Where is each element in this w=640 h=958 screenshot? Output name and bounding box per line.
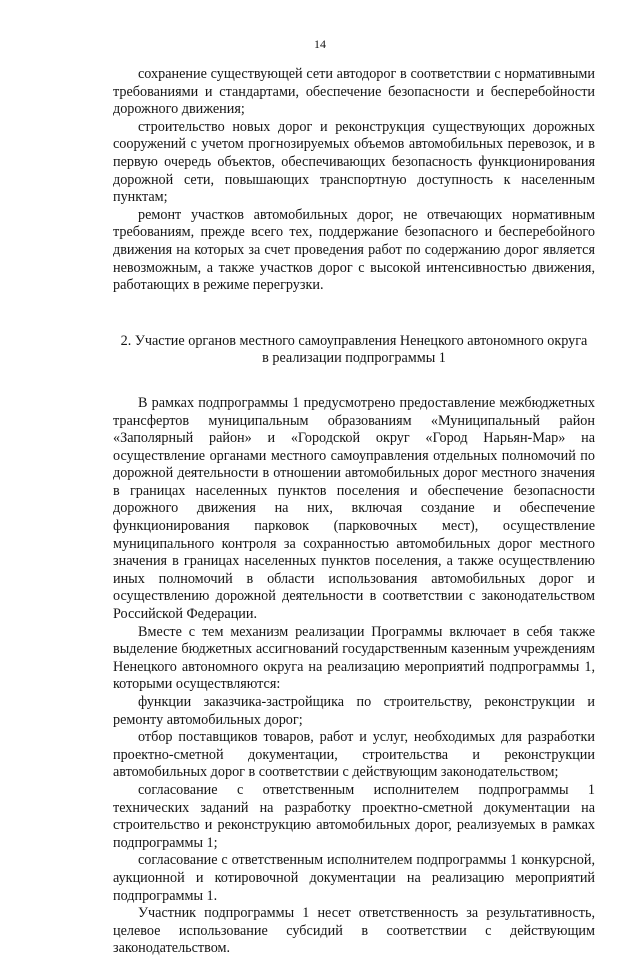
paragraph-program-mechanism: Вместе с тем механизм реализации Программы включает в себя также выделение бюджетных ассигнований государственным казенным учреждениям Ненецкого автономного округа на реализацию мероприятий подпрограммы 1, которыми осуществляются: xyxy=(113,623,595,693)
paragraph-road-network-preservation: сохранение существующей сети автодорог в соответствии с нормативными требованиями и стандартами, обеспечение безопасности и бесперебойности дорожного движения; xyxy=(113,66,595,118)
paragraph-road-repair: ремонт участков автомобильных дорог, не отвечающих нормативным требованиям, прежде всего тех, поддержание безопасного и бесперебойного движения на которых за счет проведения работ по содержанию дорог является невозможным, а также участков дорог с высокой интенсивностью движения, работающих в режиме перегрузки. xyxy=(113,206,595,294)
list-item-customer-functions: функции заказчика-застройщика по строительству, реконструкции и ремонту автомобильных дорог; xyxy=(113,694,595,728)
list-item-supplier-selection: отбор поставщиков товаров, работ и услуг, необходимых для разработки проектно-сметной документации, строительства и реконструкции автомобильных дорог в соответствии с действующим законодательством; xyxy=(113,729,595,781)
document-body xyxy=(113,66,595,958)
paragraph-interbudget-transfers: В рамках подпрограммы 1 предусмотрено предоставление межбюджетных трансфертов муниципальным образованиям «Муниципальный район «Заполярный район» и «Городской округ «Город Нарьян-Мар» на осуществление органами местного самоуправления отдельных полномочий по дорожной деятельности в отношении автомобильных дорог местного значения в границах населенных пунктов поселения и обеспечение безопасности дорожного движения на них, включая создание и обеспечение функционирования парковок (парковочных мест), осуществление муниципального контроля за сохранностью автомобильных дорог местного значения в границах населенных пунктов поселения, а также осуществлению иных полномочий в области использования автомобильных дорог и осуществлению дорожной деятельности в соответствии с законодательством Российской Федерации. xyxy=(113,394,595,623)
list-item-tender-documentation-approval: согласование с ответственным исполнителем подпрограммы 1 конкурсной, аукционной и котировочной документации на реализацию мероприятий подпрограммы 1. xyxy=(113,852,595,904)
section-heading-line-1: 2. Участие органов местного самоуправления Ненецкого автономного округа xyxy=(120,332,588,349)
paragraph-new-roads-construction: строительство новых дорог и реконструкция существующих дорожных сооружений с учетом прогнозируемых объемов автомобильных перевозок, и в первую очередь объектов, обеспечивающих безопасность функционирования дорожной сети, повышающих транспортную доступность к населенным пунктам; xyxy=(113,118,595,206)
paragraph-participant-responsibility: Участник подпрограммы 1 несет ответственность за результативность, целевое использование субсидий в соответствии с действующим законодательством. xyxy=(113,905,595,957)
list-item-technical-tasks-approval: согласование с ответственным исполнителем подпрограммы 1 технических заданий на разработку проектно-сметной документации на строительство и реконструкцию автомобильных дорог, реализуемых в рамках подпрограммы 1; xyxy=(113,781,595,851)
section-heading-line-2: в реализации подпрограммы 1 xyxy=(262,350,446,367)
page-number: 14 xyxy=(314,37,326,51)
section-heading xyxy=(113,333,595,368)
